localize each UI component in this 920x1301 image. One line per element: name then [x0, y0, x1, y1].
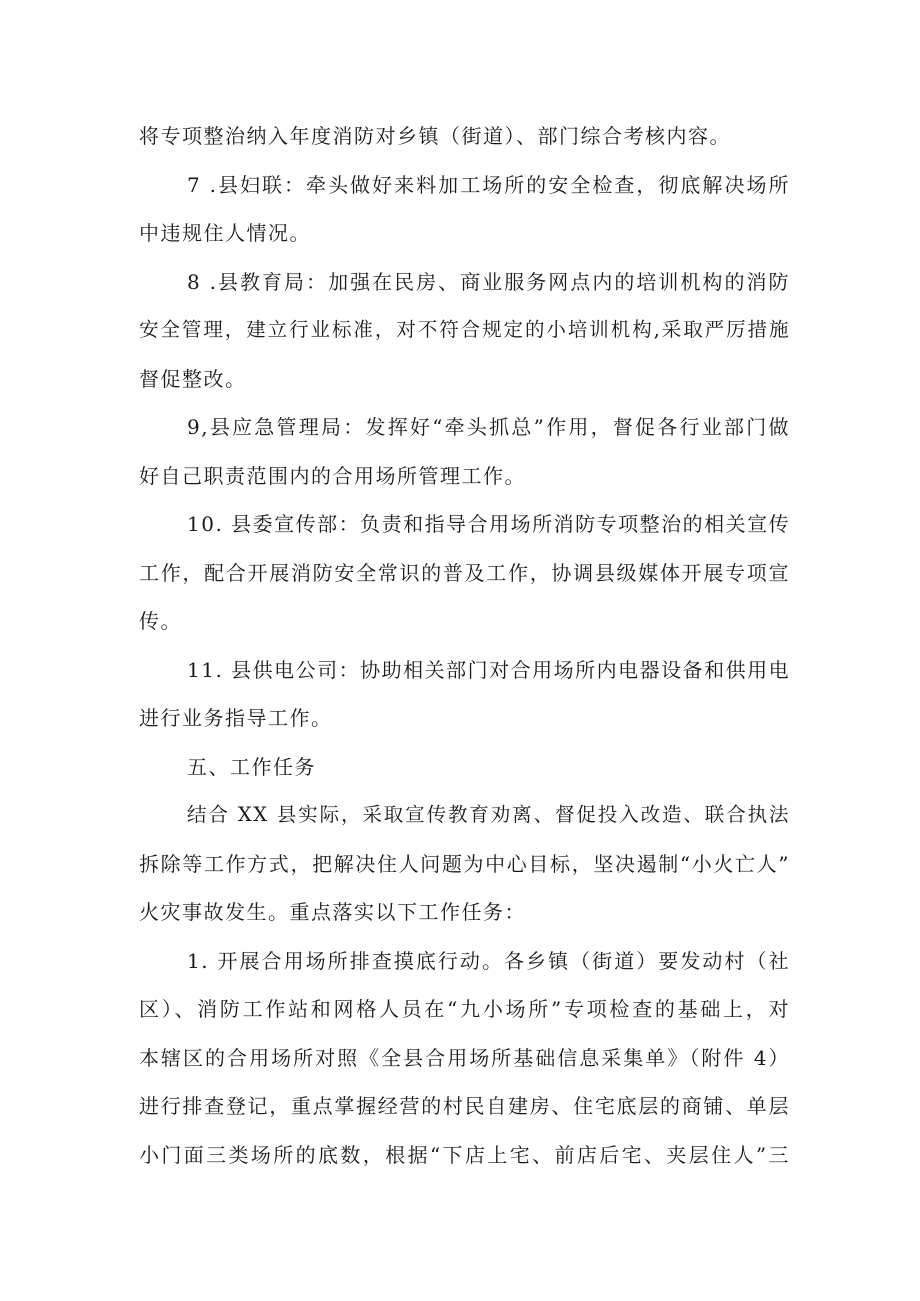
text-line: 进行业务指导工作。 — [139, 706, 333, 730]
text-line: 8 .县教育局：加强在民房、商业服务网点内的培训机构的消防 — [187, 269, 790, 294]
text-line: 中违规住人情况。 — [139, 221, 311, 245]
text-line: 好自己职责范围内的合用场所管理工作。 — [139, 463, 526, 488]
text-line: 将专项整治纳入年度消防对乡镇（街道）、部门综合考核内容。 — [139, 124, 731, 148]
text-line: 小门面三类场所的底数，根据“下店上宅、前店后宅、夹层住人”三 — [139, 1142, 790, 1167]
text-line: 火灾事故发生。重点落实以下工作任务： — [139, 900, 526, 924]
text-line: 7 .县妇联：牵头做好来料加工场所的安全检查，彻底解决场所 — [187, 172, 790, 197]
text-line: 工作，配合开展消防安全常识的普及工作，协调县级媒体开展专项宣 — [139, 560, 790, 585]
text-line: 传。 — [139, 609, 182, 633]
section-heading: 五、工作任务 — [187, 754, 316, 779]
text-line: 9,县应急管理局：发挥好“牵头抓总”作用，督促各行业部门做 — [187, 415, 790, 439]
text-line: 拆除等工作方式，把解决住人问题为中心目标，坚决遏制“小火亡人” — [139, 851, 790, 876]
text-line: 本辖区的合用场所对照《全县合用场所基础信息采集单》（附件 4） — [139, 1045, 790, 1070]
text-line: 安全管理，建立行业标准，对不符合规定的小培训机构,采取严厉措施 — [139, 318, 790, 341]
text-line: 进行排查登记，重点掌握经营的村民自建房、住宅底层的商铺、单层 — [139, 1094, 790, 1118]
text-line: 10. 县委宣传部：负责和指导合用场所消防专项整治的相关宣传 — [187, 512, 790, 536]
text-line: 区）、消防工作站和网格人员在“九小场所”专项检查的基础上，对 — [139, 997, 790, 1021]
text-line: 1. 开展合用场所排查摸底行动。各乡镇（街道）要发动村（社 — [187, 948, 790, 973]
text-line: 结合 XX 县实际，采取宣传教育劝离、督促投入改造、联合执法 — [187, 803, 790, 826]
text-line: 11. 县供电公司：协助相关部门对合用场所内电器设备和供用电 — [187, 657, 790, 682]
text-line: 督促整改。 — [139, 366, 247, 391]
